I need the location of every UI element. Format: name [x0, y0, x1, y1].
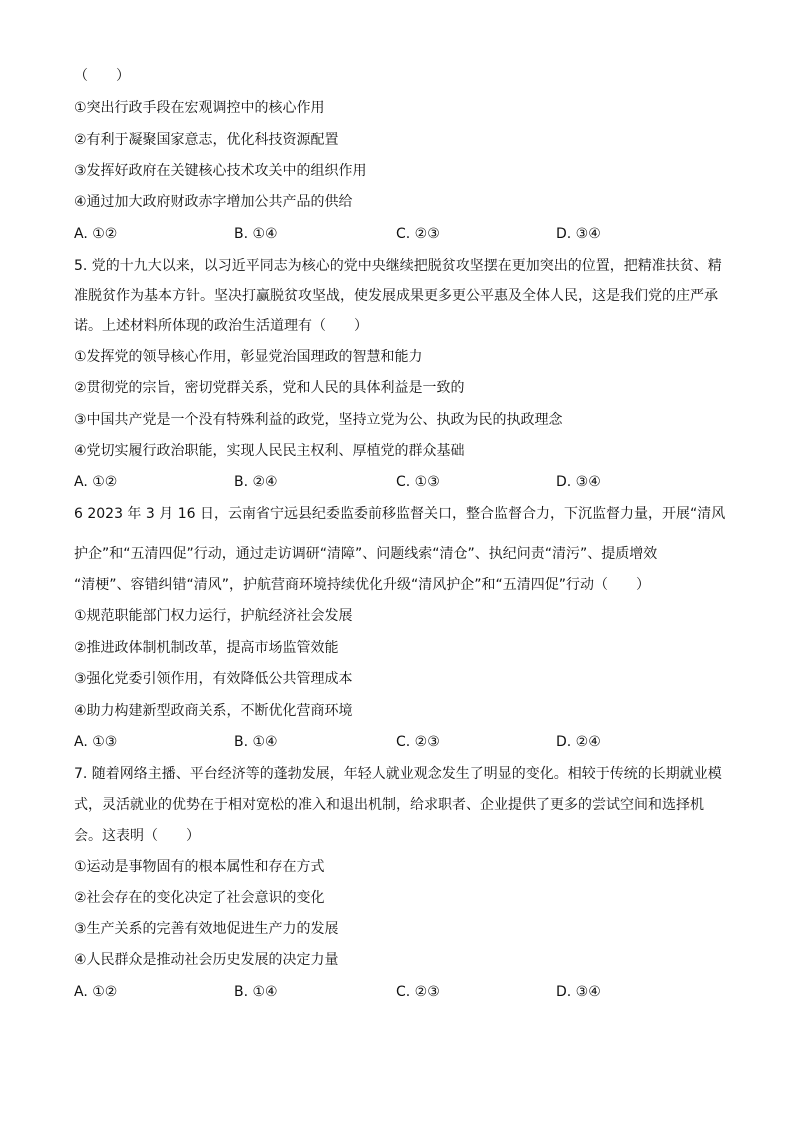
q4-option-a[interactable]: A. ①②	[74, 226, 118, 242]
q6-option-b[interactable]: B. ①④	[234, 734, 278, 750]
q6-statement-3: ③强化党委引领作用，有效降低公共管理成本	[74, 671, 353, 687]
q7-option-a[interactable]: A. ①②	[74, 984, 118, 1000]
q4-statement-2: ②有利于凝聚国家意志，优化科技资源配置	[74, 132, 339, 148]
q6-stem-line-1: 6 2023 年 3 月 16 日，云南省宁远县纪委监委前移监督关口，整合监督合力，下沉监督力量，开展“清风	[74, 506, 726, 522]
q4-option-b[interactable]: B. ①④	[234, 226, 278, 242]
q7-statement-2: ②社会存在的变化决定了社会意识的变化	[74, 890, 325, 906]
q4-option-d[interactable]: D. ③④	[556, 226, 601, 242]
q5-stem-line-1: 5. 党的十九大以来，以习近平同志为核心的党中央继续把脱贫攻坚摆在更加突出的位置，把精准扶贫、精	[74, 258, 722, 274]
q7-stem-line-1: 7. 随着网络主播、平台经济等的蓬勃发展，年轻人就业观念发生了明显的变化。相较于传统的长期就业模	[74, 766, 722, 782]
q6-option-d[interactable]: D. ②④	[556, 734, 601, 750]
q5-option-d[interactable]: D. ③④	[556, 474, 601, 490]
q6-stem-line-3: “清梗”、容错纠错“清风”，护航营商环境持续优化升级“清风护企”和“五清四促”行动（ ）	[74, 577, 651, 593]
q7-statement-1: ①运动是事物固有的根本属性和存在方式	[74, 859, 325, 875]
q5-stem-line-2: 准脱贫作为基本方针。坚决打赢脱贫攻坚战，使发展成果更多更公平惠及全体人民，这是我们党的庄严承	[74, 288, 718, 304]
q7-option-d[interactable]: D. ③④	[556, 984, 601, 1000]
q4-statement-4: ④通过加大政府财政赤字增加公共产品的供给	[74, 194, 353, 210]
q4-stem-tail: （ ）	[74, 68, 130, 84]
q5-statement-1: ①发挥党的领导核心作用，彰显党治国理政的智慧和能力	[74, 349, 423, 365]
q6-option-a[interactable]: A. ①③	[74, 734, 118, 750]
q6-statement-2: ②推进政体制机制改革，提高市场监管效能	[74, 640, 339, 656]
q4-option-c[interactable]: C. ②③	[396, 226, 440, 242]
q7-statement-3: ③生产关系的完善有效地促进生产力的发展	[74, 921, 339, 937]
q6-stem-line-2: 护企”和“五清四促”行动，通过走访调研“清障”、问题线索“清仓”、执纪问责“清污”、提质增效	[74, 546, 658, 562]
q7-stem-line-2: 式，灵活就业的优势在于相对宽松的准入和退出机制，给求职者、企业提供了更多的尝试空间和选择机	[74, 797, 704, 813]
q5-option-c[interactable]: C. ①③	[396, 474, 440, 490]
q5-statement-3: ③中国共产党是一个没有特殊利益的政党，坚持立党为公、执政为民的执政理念	[74, 412, 563, 428]
q6-option-c[interactable]: C. ②③	[396, 734, 440, 750]
q5-stem-line-3: 诺。上述材料所体现的政治生活道理有（ ）	[74, 318, 368, 334]
q4-statement-3: ③发挥好政府在关键核心技术攻关中的组织作用	[74, 163, 367, 179]
q6-statement-4: ④助力构建新型政商关系，不断优化营商环境	[74, 703, 353, 719]
q5-option-a[interactable]: A. ①②	[74, 474, 118, 490]
q7-statement-4: ④人民群众是推动社会历史发展的决定力量	[74, 952, 339, 968]
q5-statement-4: ④党切实履行政治职能，实现人民民主权利、厚植党的群众基础	[74, 443, 465, 459]
q7-option-c[interactable]: C. ②③	[396, 984, 440, 1000]
q4-statement-1: ①突出行政手段在宏观调控中的核心作用	[74, 100, 325, 116]
q7-option-b[interactable]: B. ①④	[234, 984, 278, 1000]
q5-option-b[interactable]: B. ②④	[234, 474, 278, 490]
q7-stem-line-3: 会。这表明（ ）	[74, 828, 200, 844]
q6-statement-1: ①规范职能部门权力运行，护航经济社会发展	[74, 608, 353, 624]
q5-statement-2: ②贯彻党的宗旨，密切党群关系，党和人民的具体利益是一致的	[74, 380, 465, 396]
